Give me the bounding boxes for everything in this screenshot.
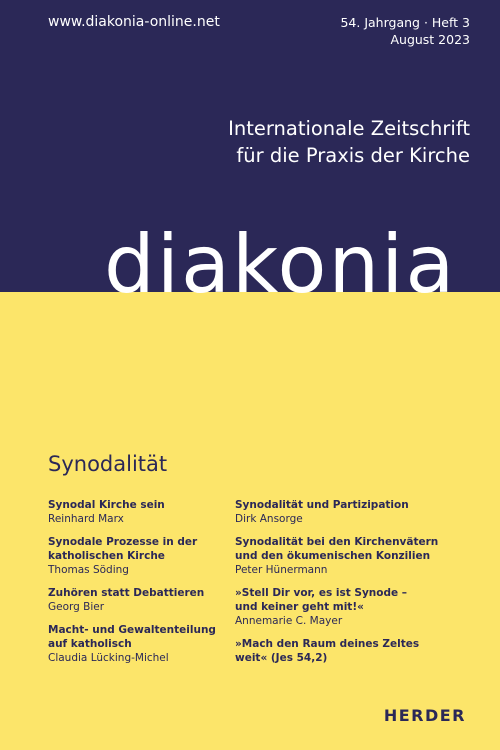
toc-entry	[235, 498, 455, 526]
toc-entry-title	[235, 535, 455, 563]
toc-entry-author: Peter Hünermann	[235, 564, 328, 576]
issue-info	[340, 14, 470, 48]
toc-entry-author: Claudia Lücking-Michel	[48, 652, 169, 664]
journal-subtitle	[228, 115, 470, 169]
title-line: »Mach den Raum deines Zeltes	[235, 638, 420, 650]
publisher-logo: HERDER	[383, 706, 466, 725]
title-line: weit« (Jes 54,2)	[235, 652, 328, 664]
title-line: Synodale Prozesse in der	[48, 536, 198, 548]
journal-masthead: diakonia	[104, 218, 457, 311]
toc-entry	[48, 498, 238, 526]
title-line: und den ökumenischen Konzilien	[235, 550, 431, 562]
title-line: katholischen Kirche	[48, 550, 165, 562]
toc-entry-author: Dirk Ansorge	[235, 513, 303, 525]
toc-entry-title	[48, 498, 238, 512]
toc-right-column	[235, 498, 455, 674]
toc-entry-title	[235, 498, 455, 512]
toc-entry-author: Thomas Söding	[48, 564, 129, 576]
toc-entry-title	[48, 535, 238, 563]
toc-entry-title	[48, 586, 238, 600]
issue-theme: Synodalität	[48, 452, 168, 476]
title-line: Zuhören statt Debattieren	[48, 587, 205, 599]
toc-entry	[235, 535, 455, 577]
toc-entry	[235, 637, 455, 665]
title-line: Macht- und Gewaltenteilung	[48, 624, 216, 636]
toc-entry-title	[235, 586, 455, 614]
title-line: Synodal Kirche sein	[48, 499, 165, 511]
title-line: auf katholisch	[48, 638, 132, 650]
subtitle-line-1: Internationale Zeitschrift	[228, 117, 470, 140]
website-url[interactable]: www.diakonia-online.net	[48, 14, 220, 30]
toc-entry	[48, 535, 238, 577]
title-line: Synodalität und Partizipation	[235, 499, 409, 511]
issue-date: August 2023	[390, 32, 470, 47]
toc-entry-author: Reinhard Marx	[48, 513, 124, 525]
toc-entry-title	[235, 637, 455, 665]
toc-entry	[48, 623, 238, 665]
toc-entry-author: Georg Bier	[48, 601, 105, 613]
issue-volume: 54. Jahrgang · Heft 3	[340, 15, 470, 30]
title-line: und keiner geht mit!«	[235, 601, 364, 613]
subtitle-line-2: für die Praxis der Kirche	[236, 144, 470, 167]
title-line: Synodalität bei den Kirchenvätern	[235, 536, 439, 548]
toc-entry	[235, 586, 455, 628]
toc-entry-title	[48, 623, 238, 651]
title-line: »Stell Dir vor, es ist Synode –	[235, 587, 408, 599]
toc-left-column	[48, 498, 238, 674]
toc-entry	[48, 586, 238, 614]
toc-entry-author: Annemarie C. Mayer	[235, 615, 343, 627]
